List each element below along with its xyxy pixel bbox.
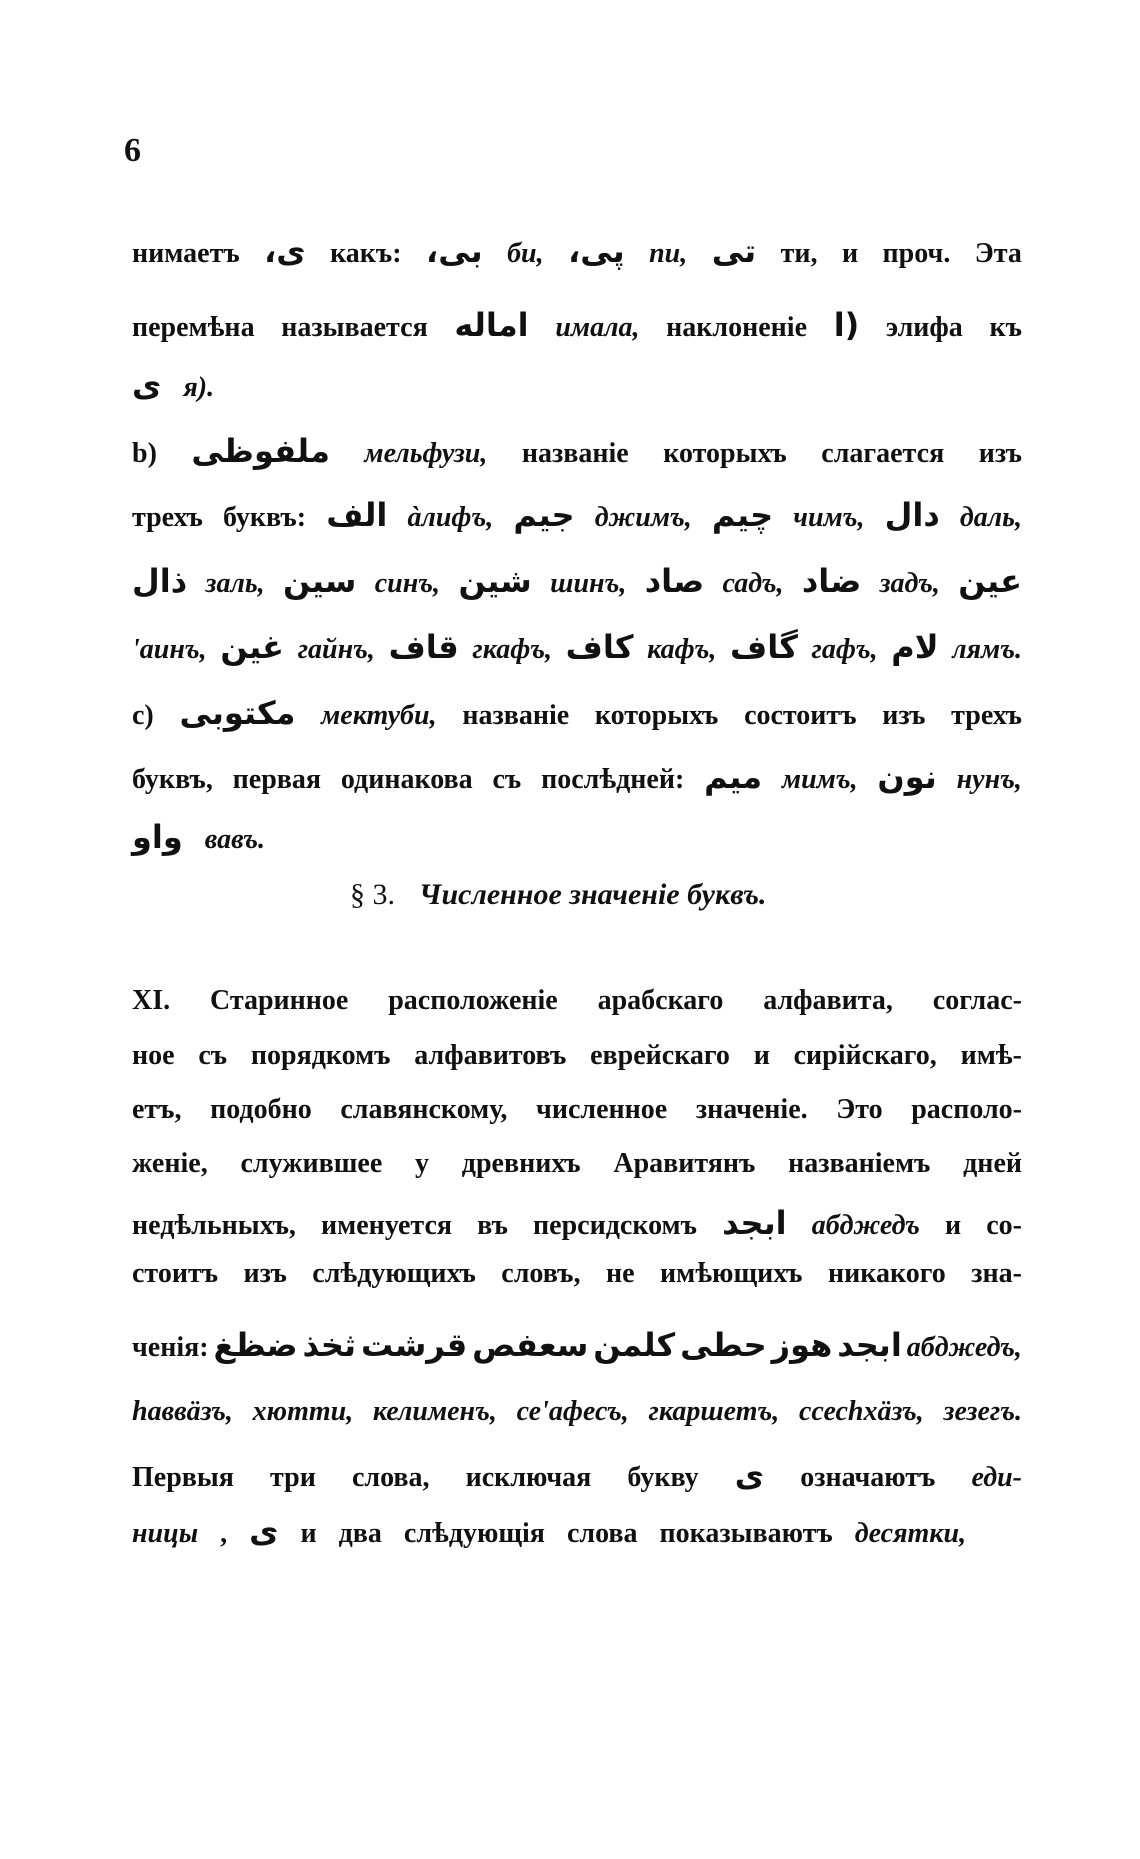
word: десятки, — [854, 1518, 967, 1549]
word: чимъ, — [793, 502, 865, 533]
word: имѣющихъ — [660, 1258, 803, 1289]
arabic-word: ابجد — [837, 1326, 902, 1364]
word: и — [300, 1518, 317, 1549]
word: hаввäзъ, — [132, 1396, 233, 1427]
word: названіе — [521, 438, 629, 469]
text-line — [132, 1258, 1022, 1290]
arabic-word: قرشت — [360, 1326, 468, 1364]
word: пи, — [649, 238, 688, 269]
word: и — [753, 1040, 770, 1071]
arabic-word: اماله — [454, 306, 529, 344]
word: наклоненіе — [666, 312, 808, 343]
word: ченія: — [132, 1332, 209, 1363]
word: b) — [132, 438, 157, 469]
text-line — [132, 818, 265, 856]
word: лямъ. — [952, 634, 1022, 665]
word: расположеніе — [388, 985, 558, 1016]
word: кафъ, — [647, 634, 717, 665]
word: мектуби, — [321, 700, 437, 731]
word: подобно — [210, 1094, 312, 1125]
word: послѣдней: — [541, 764, 685, 795]
word: называется — [281, 312, 428, 343]
arabic-word: بى، — [426, 232, 483, 270]
word: три — [270, 1462, 316, 1493]
word: даль, — [959, 502, 1022, 533]
text-line — [132, 694, 1022, 732]
word: имала, — [555, 312, 640, 343]
word: къ — [989, 312, 1022, 343]
word: соглас- — [932, 985, 1022, 1016]
word: показываютъ — [659, 1518, 833, 1549]
arabic-word: نون — [877, 758, 937, 796]
word: которыхъ — [663, 438, 787, 469]
word: етъ, — [132, 1094, 182, 1125]
word: Это — [836, 1094, 883, 1125]
word: гайнъ, — [297, 634, 375, 665]
word: синъ, — [374, 568, 441, 599]
word: Старинное — [210, 985, 349, 1016]
word: я). — [183, 372, 215, 403]
text-line — [132, 1326, 1022, 1364]
word: садъ, — [722, 568, 784, 599]
page-number: 6 — [124, 132, 141, 169]
text-line — [132, 432, 1022, 470]
word: гкаршетъ, — [648, 1396, 780, 1427]
text-line — [132, 758, 1022, 796]
word: съ — [198, 1040, 228, 1071]
arabic-word: سعفص — [472, 1326, 589, 1364]
word: славянскому, — [340, 1094, 508, 1125]
text-line — [132, 232, 1022, 270]
word: первая — [232, 764, 322, 795]
text-line — [132, 1512, 966, 1550]
text-line — [132, 1396, 1022, 1428]
word: нимаетъ — [132, 238, 240, 269]
arabic-word: لام — [891, 628, 939, 666]
word: изъ — [978, 438, 1022, 469]
section-heading — [350, 878, 767, 912]
text-line — [132, 1148, 1022, 1180]
word: àлифъ, — [407, 502, 494, 533]
word: именуется — [321, 1210, 453, 1241]
text-line — [132, 562, 1022, 600]
word: располо- — [911, 1094, 1022, 1125]
word: гафъ, — [811, 634, 878, 665]
word: которыхъ — [594, 700, 719, 731]
word: зезегъ. — [943, 1396, 1022, 1427]
word: исключая — [465, 1462, 592, 1493]
word: абджедъ — [811, 1210, 920, 1241]
word: 'аинъ, — [132, 634, 207, 665]
word: имѣ- — [960, 1040, 1022, 1071]
arabic-word: غين — [220, 628, 285, 666]
section-number: § 3. — [350, 878, 395, 911]
arabic-word: جيم — [513, 496, 575, 534]
word: сирійскаго, — [793, 1040, 937, 1071]
word: слова, — [351, 1462, 430, 1493]
word: XI. — [132, 985, 171, 1016]
text-line — [132, 1040, 1022, 1072]
arabic-word: عين — [958, 562, 1022, 600]
arabic-word: هوز — [771, 1326, 833, 1364]
text-line — [132, 496, 1022, 534]
arabic-word: ابجد — [722, 1204, 787, 1242]
word: ное — [132, 1040, 175, 1071]
arabic-word: تى — [711, 232, 757, 270]
arabic-word: كلمن — [593, 1326, 676, 1364]
word: , — [220, 1518, 228, 1549]
word: еди- — [971, 1462, 1022, 1493]
word: нунъ, — [956, 764, 1022, 795]
word: не — [605, 1258, 635, 1289]
word: ти, — [780, 238, 818, 269]
arabic-word: صاد — [644, 562, 705, 600]
word: хютти, — [252, 1396, 354, 1427]
arabic-word: سين — [283, 562, 357, 600]
word: заль, — [205, 568, 265, 599]
word: мельфузи, — [364, 438, 488, 469]
word: джимъ, — [594, 502, 692, 533]
word: трехъ — [951, 700, 1022, 731]
text-line — [132, 366, 214, 404]
arabic-word: قاف — [388, 628, 459, 666]
word: мимъ, — [781, 764, 858, 795]
word: Эта — [974, 238, 1022, 269]
arabic-word: پى، — [568, 232, 625, 270]
text-line — [132, 1204, 1022, 1242]
arabic-word: ضاد — [801, 562, 862, 600]
word: и — [944, 1210, 962, 1241]
arabic-word: گاف — [730, 628, 798, 666]
arabic-word: الف — [326, 496, 388, 534]
word: се'афесъ, — [516, 1396, 629, 1427]
arabic-word: ى — [132, 366, 162, 404]
arabic-word: (ا — [833, 306, 860, 344]
word: численное — [536, 1094, 668, 1125]
word: недѣльныхъ, — [132, 1210, 296, 1241]
word: два — [338, 1518, 382, 1549]
arabic-word: ميم — [704, 758, 763, 796]
word: абджедъ, — [906, 1332, 1022, 1363]
word: въ — [477, 1210, 508, 1241]
word: вавъ. — [204, 824, 265, 855]
arabic-word: ثخذ — [302, 1326, 356, 1364]
arabic-word: ذال — [132, 562, 188, 600]
word: значеніе. — [695, 1094, 808, 1125]
arabic-word: واو — [132, 818, 183, 856]
word: у — [415, 1148, 430, 1179]
word: келименъ, — [372, 1396, 497, 1427]
word: гкафъ, — [472, 634, 552, 665]
section-title: Численное значеніе буквъ. — [419, 878, 767, 911]
text-line — [132, 1456, 1022, 1494]
arabic-word: ضظغ — [213, 1326, 298, 1364]
word: алфавитовъ — [414, 1040, 567, 1071]
word: би, — [507, 238, 544, 269]
arabic-word: ى — [249, 1512, 279, 1550]
word: порядкомъ — [250, 1040, 391, 1071]
text-line — [132, 985, 1022, 1017]
word: со- — [986, 1210, 1022, 1241]
word: букву — [627, 1462, 699, 1493]
arabic-word: حطى — [680, 1326, 767, 1364]
word: служившее — [240, 1148, 383, 1179]
arabic-word: شين — [458, 562, 532, 600]
word: древнихъ — [461, 1148, 581, 1179]
word: слѣдующихъ — [312, 1258, 476, 1289]
word: Аравитянъ — [613, 1148, 756, 1179]
word: женіе, — [132, 1148, 208, 1179]
word: зна- — [971, 1258, 1022, 1289]
arabic-word: دال — [884, 496, 940, 534]
word: задъ, — [879, 568, 940, 599]
word: какъ: — [330, 238, 402, 269]
word: словъ, — [501, 1258, 581, 1289]
word: еврейскаго — [590, 1040, 730, 1071]
word: никакого — [827, 1258, 946, 1289]
word: c) — [132, 700, 154, 731]
word: Первыя — [132, 1462, 234, 1493]
word: и — [841, 238, 859, 269]
arabic-word: ملفوظى — [191, 432, 330, 470]
arabic-word: چيم — [711, 496, 774, 534]
text-line — [132, 628, 1022, 666]
arabic-word: مكتوبى — [179, 694, 296, 732]
word: названіемъ — [788, 1148, 931, 1179]
word: означаютъ — [800, 1462, 936, 1493]
word: арабскаго — [597, 985, 724, 1016]
word: ницы — [132, 1518, 199, 1549]
word: одинакова — [340, 764, 473, 795]
text-line — [132, 1094, 1022, 1126]
word: ссесhхäзъ, — [798, 1396, 924, 1427]
word: съ — [492, 764, 522, 795]
word: изъ — [243, 1258, 287, 1289]
arabic-word: كاف — [565, 628, 634, 666]
word: персидскомъ — [533, 1210, 697, 1241]
word: трехъ — [132, 502, 203, 533]
word: состоитъ — [744, 700, 857, 731]
word: слагается — [821, 438, 945, 469]
arabic-word: ى — [734, 1456, 765, 1494]
text-line — [132, 306, 1022, 344]
word: буквъ, — [132, 764, 213, 795]
word: буквъ: — [222, 502, 307, 533]
word: проч. — [882, 238, 951, 269]
word: названіе — [462, 700, 570, 731]
word: изъ — [882, 700, 926, 731]
word: шинъ, — [550, 568, 627, 599]
word: дней — [963, 1148, 1022, 1179]
word: слѣдующія — [403, 1518, 545, 1549]
arabic-word: ى، — [264, 232, 306, 270]
word: стоитъ — [132, 1258, 219, 1289]
word: алфавита, — [763, 985, 893, 1016]
word: элифа — [885, 312, 963, 343]
word: слова — [566, 1518, 638, 1549]
word: перемѣна — [132, 312, 255, 343]
